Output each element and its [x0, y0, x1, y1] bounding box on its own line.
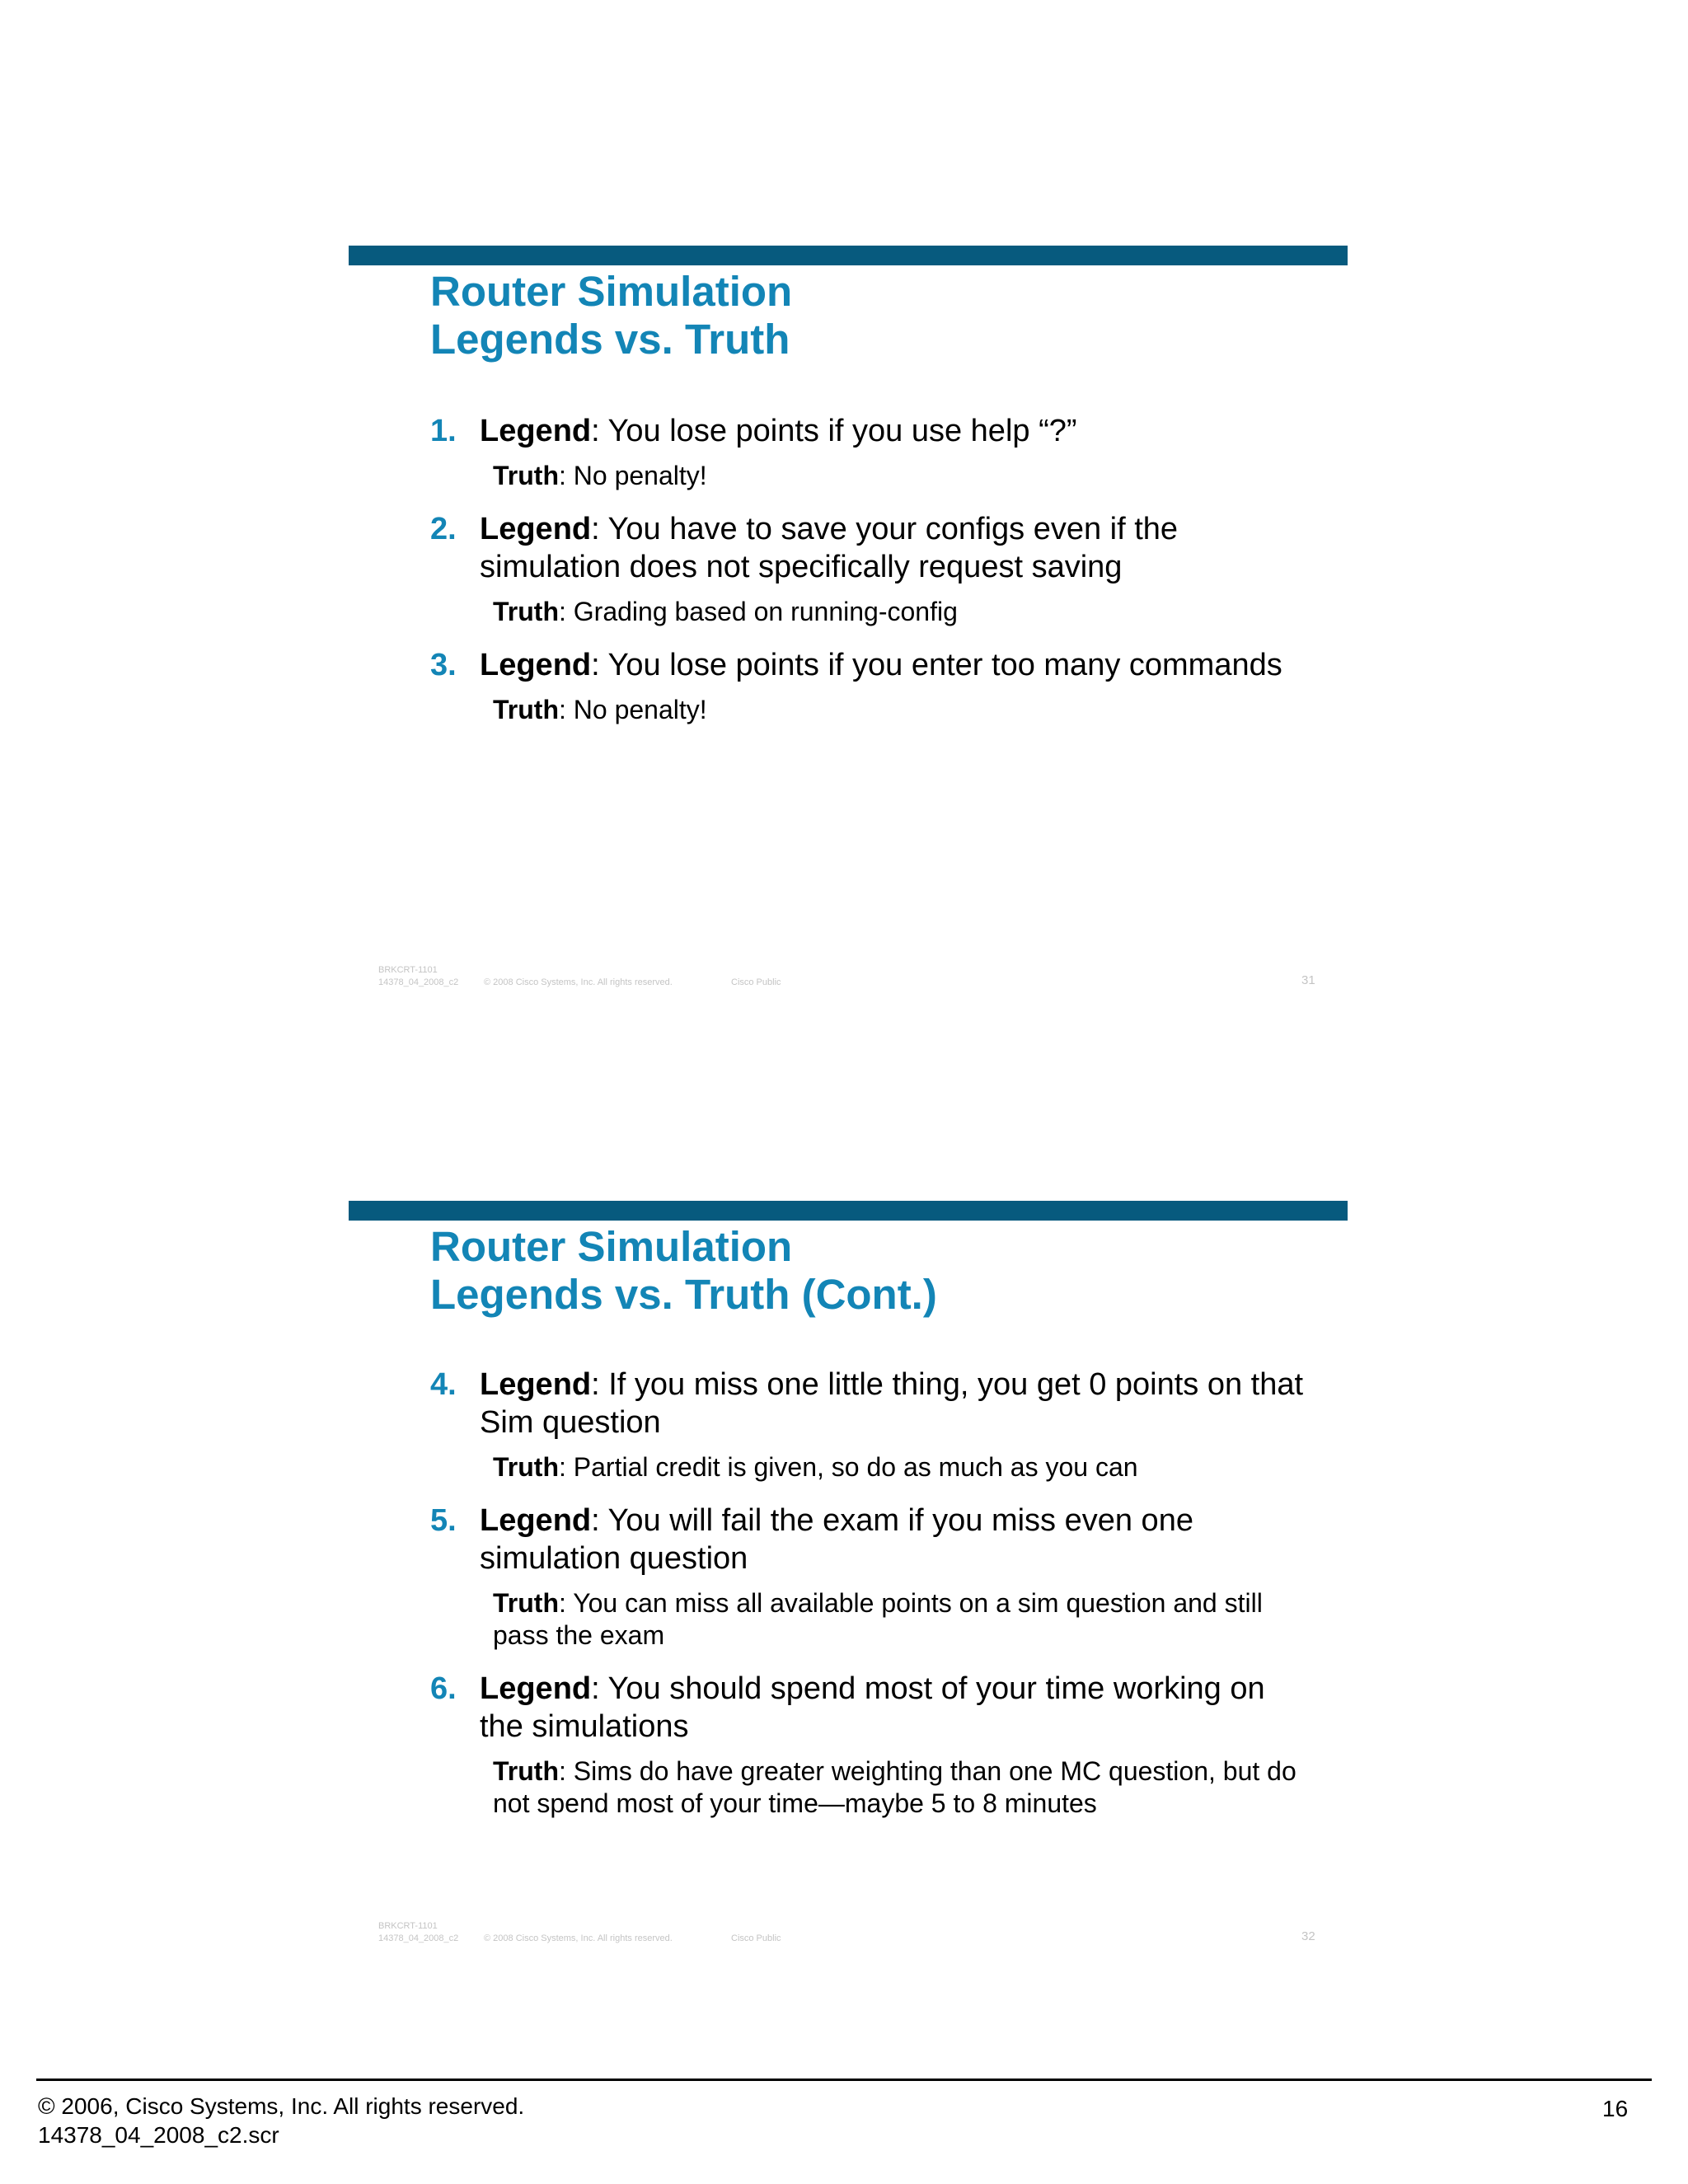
truth-label: Truth [493, 1588, 559, 1618]
legend-label: Legend [480, 1367, 592, 1402]
slide-title [430, 1223, 937, 1319]
legend-label: Legend [480, 414, 592, 448]
slide-footer-classification: Cisco Public [731, 1933, 781, 1943]
legend-list [430, 412, 1304, 744]
page-footer-copyright: © 2006, Cisco Systems, Inc. All rights reserved. [38, 2093, 525, 2119]
truth-label: Truth [493, 461, 559, 490]
item-number: 6. [430, 1671, 457, 1706]
item-number: 5. [430, 1503, 457, 1538]
legend-list [430, 1366, 1304, 1838]
truth-label: Truth [493, 597, 559, 626]
page-footer [38, 2092, 524, 2149]
truth-text [493, 1755, 1304, 1820]
truth-label: Truth [493, 1452, 559, 1482]
legend-body: : You should spend most of your time working on the simulations [480, 1671, 1265, 1744]
slide-32 [349, 1201, 1348, 1959]
list-item [430, 646, 1304, 726]
legend-body: : You have to save your configs even if the simulation does not specifically request saving [480, 512, 1179, 584]
truth-body: : Grading based on running-config [558, 597, 958, 626]
legend-text [480, 510, 1304, 586]
legend-body: : If you miss one little thing, you get 0 points on that Sim question [480, 1367, 1304, 1440]
legend-text [480, 1502, 1304, 1577]
legend-body: : You lose points if you use help “?” [591, 414, 1077, 448]
slide-number: 32 [1301, 1929, 1315, 1943]
slide-title-line-2: Legends vs. Truth (Cont.) [430, 1271, 937, 1318]
legend-label: Legend [480, 648, 592, 682]
item-number: 4. [430, 1367, 457, 1402]
truth-text [493, 694, 1304, 726]
list-item [430, 1366, 1304, 1483]
truth-text [493, 596, 1304, 628]
list-item [430, 1502, 1304, 1652]
truth-text [493, 460, 1304, 492]
slide-footer-file: 14378_04_2008_c2 [378, 977, 459, 987]
truth-body: : No penalty! [558, 695, 707, 724]
truth-label: Truth [493, 1756, 559, 1786]
list-item [430, 510, 1304, 628]
truth-body: : You can miss all available points on a sim question and still pass the exam [493, 1588, 1263, 1650]
slide-header-bar [349, 1201, 1348, 1221]
page-footer-rule [36, 2079, 1652, 2081]
legend-label: Legend [480, 1503, 592, 1538]
truth-label: Truth [493, 695, 559, 724]
slide-header-bar [349, 246, 1348, 265]
list-item [430, 1670, 1304, 1820]
slide-footer-classification: Cisco Public [731, 977, 781, 987]
legend-body: : You will fail the exam if you miss even one simulation question [480, 1503, 1193, 1576]
truth-body: : No penalty! [558, 461, 707, 490]
slide-footer [378, 1921, 1318, 1946]
page-number: 16 [1602, 2096, 1629, 2121]
item-number: 1. [430, 414, 457, 448]
truth-body: : Partial credit is given, so do as much as you can [558, 1452, 1138, 1482]
legend-text [480, 646, 1304, 684]
slide-title [430, 268, 792, 363]
list-item [430, 412, 1304, 492]
legend-text [480, 1670, 1304, 1746]
legend-body: : You lose points if you enter too many commands [591, 648, 1282, 682]
truth-body: : Sims do have greater weighting than one MC question, but do not spend most of your time—maybe 5 to 8 minutes [493, 1756, 1296, 1818]
slide-title-line-2: Legends vs. Truth [430, 316, 790, 363]
page-footer-filename: 14378_04_2008_c2.scr [38, 2122, 279, 2148]
legend-label: Legend [480, 1671, 592, 1706]
slide-footer [378, 965, 1318, 990]
legend-label: Legend [480, 512, 592, 546]
truth-text [493, 1451, 1304, 1483]
slide-title-line-1: Router Simulation [430, 268, 793, 315]
slide-title-line-1: Router Simulation [430, 1223, 793, 1270]
slide-footer-copyright: © 2008 Cisco Systems, Inc. All rights reserved. [484, 977, 673, 987]
legend-text [480, 412, 1304, 450]
slide-footer-copyright: © 2008 Cisco Systems, Inc. All rights reserved. [484, 1933, 673, 1943]
item-number: 2. [430, 512, 457, 546]
slide-footer-file: 14378_04_2008_c2 [378, 1933, 459, 1943]
legend-text [480, 1366, 1304, 1441]
item-number: 3. [430, 648, 457, 682]
slide-footer-code: BRKCRT-1101 [378, 1921, 438, 1931]
slide-number: 31 [1301, 973, 1315, 987]
slide-footer-code: BRKCRT-1101 [378, 965, 438, 975]
slide-31 [349, 246, 1348, 1004]
truth-text [493, 1587, 1304, 1652]
